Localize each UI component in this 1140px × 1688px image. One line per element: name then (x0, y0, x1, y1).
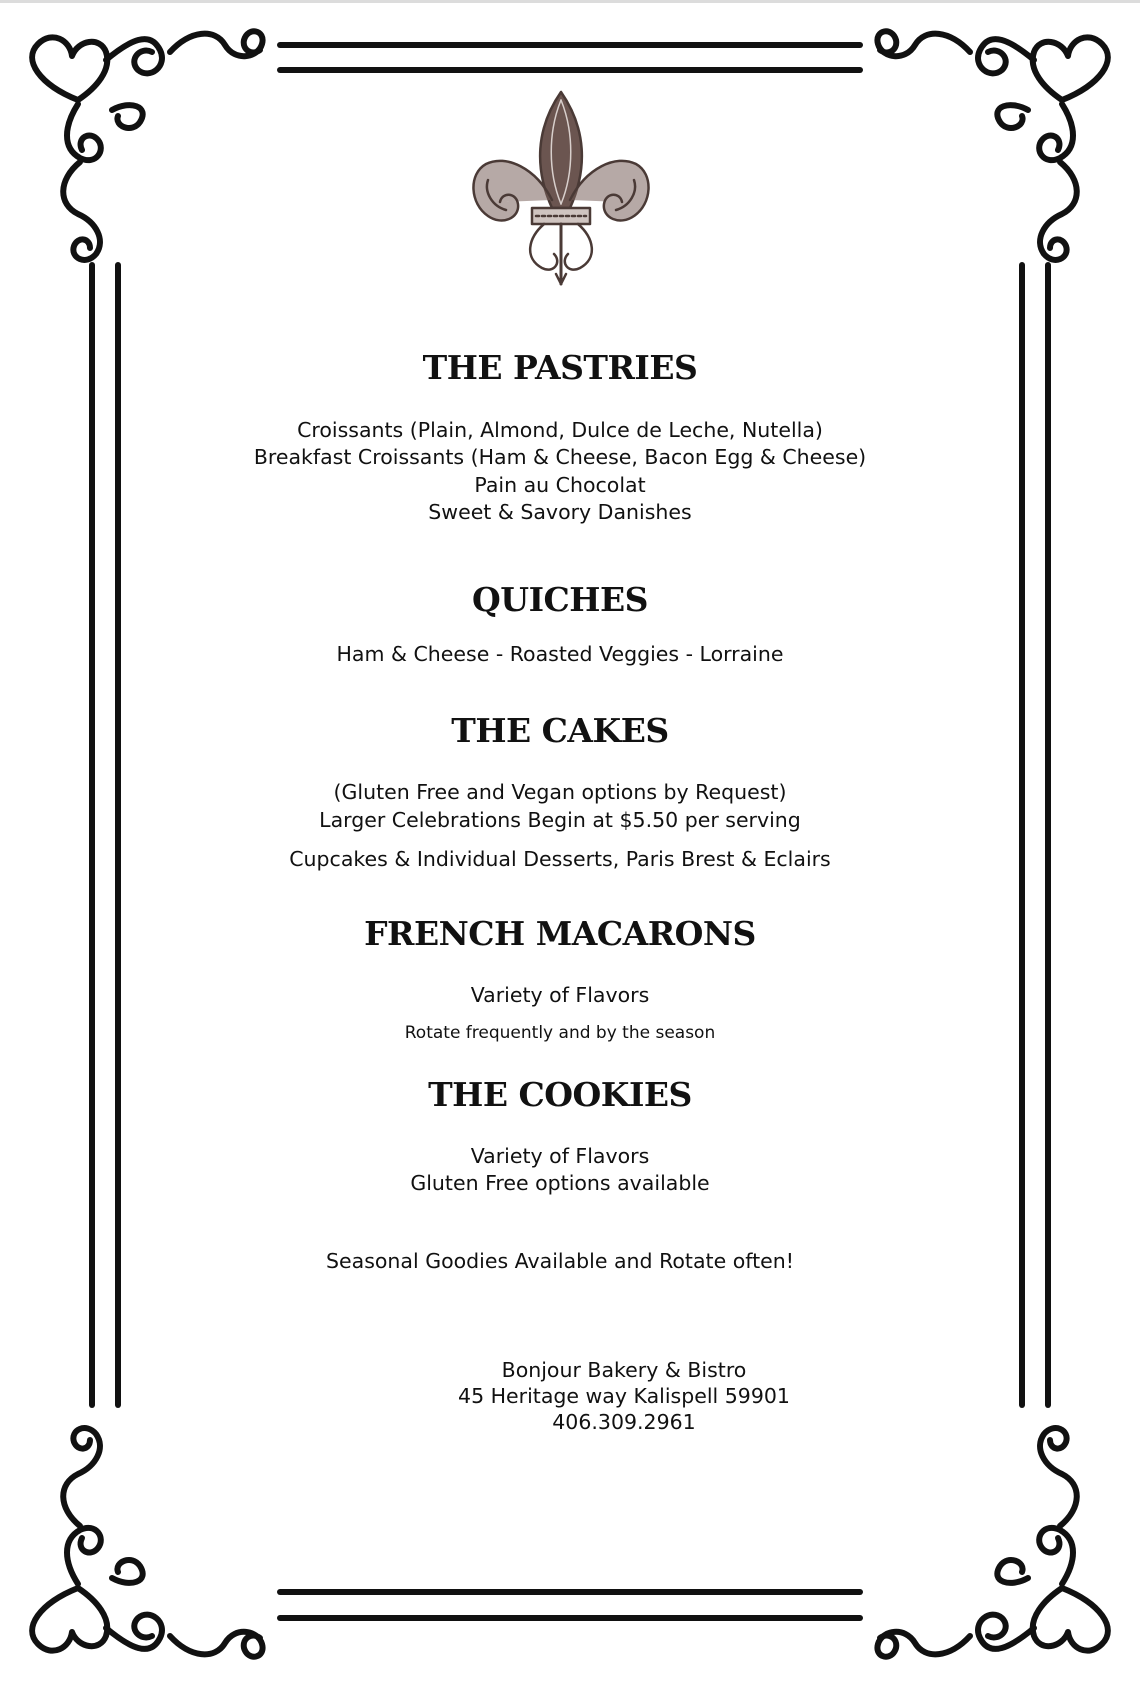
business-address: 45 Heritage way Kalispell 59901 (458, 1384, 790, 1408)
seasonal-note: Seasonal Goodies Available and Rotate often! (326, 1249, 794, 1273)
menu-item: Ham & Cheese - Roasted Veggies - Lorraine (336, 642, 784, 666)
menu-item: Larger Celebrations Begin at $5.50 per serving (319, 808, 801, 832)
section-title-pastries: THE PASTRIES (422, 348, 698, 387)
business-name: Bonjour Bakery & Bistro (501, 1358, 747, 1382)
menu-item: Variety of Flavors (470, 1144, 650, 1168)
corner-flourish-bottom-right (877, 1428, 1107, 1657)
menu-item: Variety of Flavors (470, 983, 650, 1007)
fleur-de-lis-icon (466, 88, 656, 288)
menu-item: Pain au Chocolat (474, 473, 646, 497)
corner-flourish-top-left (32, 31, 262, 260)
business-phone: 406.309.2961 (552, 1410, 696, 1434)
section-title-cakes: THE CAKES (451, 711, 669, 750)
menu-item-note: Rotate frequently and by the season (404, 1023, 716, 1043)
section-title-cookies: THE COOKIES (428, 1075, 692, 1114)
menu-item: Cupcakes & Individual Desserts, Paris Brest & Eclairs (289, 847, 831, 871)
corner-flourish-top-right (877, 31, 1107, 260)
section-title-quiches: QUICHES (472, 580, 648, 619)
menu-item: (Gluten Free and Vegan options by Request) (333, 780, 787, 804)
menu-item: Sweet & Savory Danishes (428, 500, 692, 524)
section-title-macarons: FRENCH MACARONS (364, 914, 756, 953)
menu-item: Gluten Free options available (410, 1171, 710, 1195)
menu-item: Croissants (Plain, Almond, Dulce de Leche, Nutella) (297, 418, 823, 442)
menu-item: Breakfast Croissants (Ham & Cheese, Bacon Egg & Cheese) (253, 445, 867, 469)
corner-flourish-bottom-left (32, 1428, 262, 1657)
